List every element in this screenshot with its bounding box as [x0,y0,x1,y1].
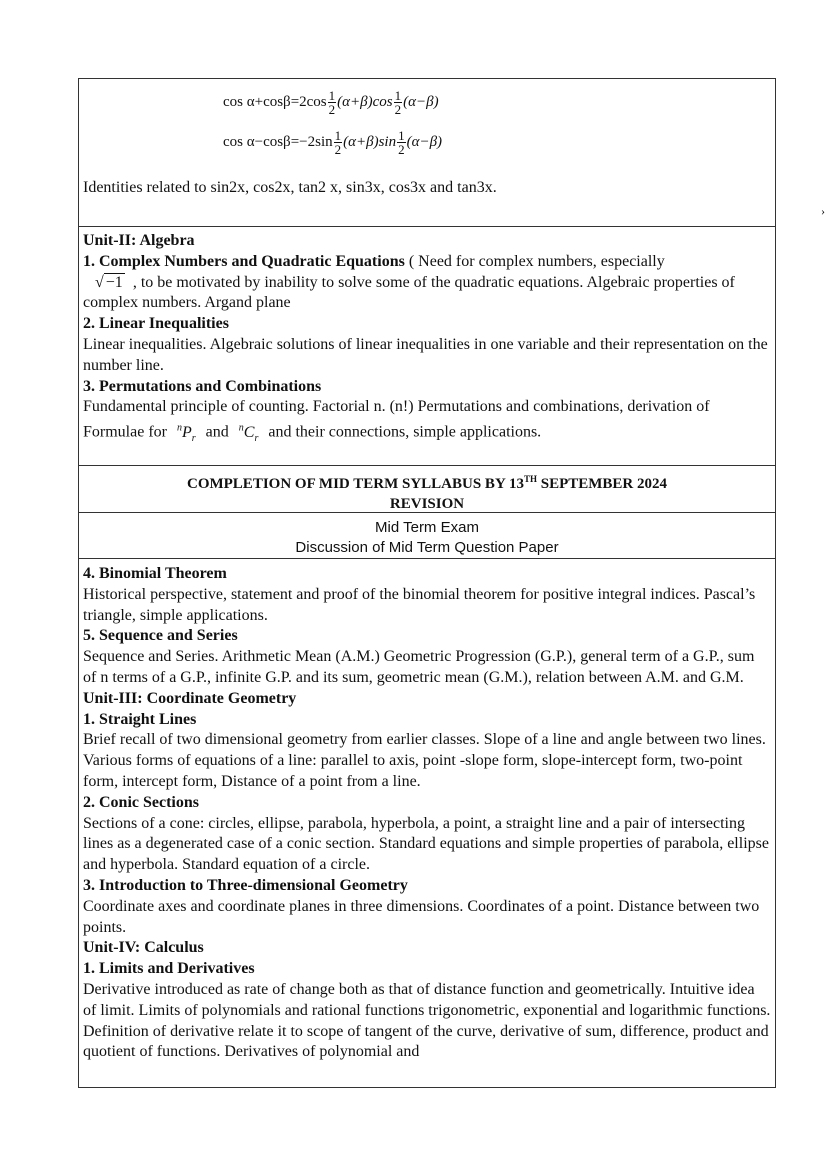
fraction-half: $\frac{1}{2}$ [398,128,405,157]
identities-text: Identities related to sin2x, cos2x, tan2 x, sin3x, cos3x and tan3x. [83,179,497,196]
section-title: 5. Sequence and Series [83,627,238,645]
identities-row [79,79,775,227]
section-text: Sections of a cone: circles, ellipse, parabola, hyperbola, a point, a straight line and a pair of intersecting lines as a degenerated case of a conic section. Standard equations and simple properties of parabola, ellipse and hyperbola. Standard equation of a circle. [83,814,769,874]
section-title: 3. Introduction to Three-dimensional Geometry [83,876,408,894]
margin-mark: › [821,204,825,218]
fraction-half: $\frac{1}{2}$ [394,88,402,117]
unit-heading: Unit-II: Algebra [83,232,195,249]
unit-2-algebra-row [79,227,775,466]
section-title: 3. Permutations and Combinations [83,377,322,395]
section-title: 2. Linear Inequalities [83,315,229,333]
revision-heading: REVISION [389,495,465,512]
permutations-text: Fundamental principle of counting. Factorial n. (n!) Permutations and combinations, derivation of Formulae for $^nP_r$ and $^nC_r$ and their connections, simple applications. [83,398,710,444]
section-title: 1. Limits and Derivatives [83,960,255,978]
complex-numbers-section: 1. Complex Numbers and Quadratic Equations ( Need for complex numbers, especially √ −1 , to be motivated by inability to solve some of the quadratic equations. Algebraic properties of complex numbers. Argand plane [83,252,735,312]
ncr-symbol: $^nC_r$ [238,422,259,444]
npr-symbol: $^nP_r$ [176,422,196,444]
section-text: Derivative introduced as rate of change both as that of distance function and geometrically. Intuitive idea of limit. Limits of polynomials and rational functions trigonometric, exponential and logarithmic functions. Definition of derivative relate it to scope of tangent of the curve, derivative of sum, difference, product and quotient of functions. Derivatives of polynomial and [83,980,771,1061]
section-title: 4. Binomial Theorem [83,565,227,582]
mid-term-exam-row [79,513,775,559]
section-text: Historical perspective, statement and proof of the binomial theorem for positive integral indices. Pascal’s triangle, simple applications. [83,585,756,624]
completion-heading: COMPLETION OF MID TERM SYLLABUS BY 13TH SEPTEMBER 2024 [186,474,668,492]
section-text: Sequence and Series. Arithmetic Mean (A.M.) Geometric Progression (G.P.), general term of a G.P., sum of n terms of a G.P., infinite G.P. and its sum, geometric mean (G.M.), relation between A.M. and G.M. [83,648,755,686]
fraction-half: $\frac{1}{2}$ [334,128,342,157]
section-title: 1. Straight Lines [83,710,197,728]
section-text: Brief recall of two dimensional geometry from earlier classes. Slope of a line and angle between two lines. Various forms of equations of a line: parallel to axis, point -slope form, slope-intercept form, two-point form, intercept form, Distance of a point from a line. [83,731,766,790]
fraction-half: $\frac{1}{2}$ [328,88,336,117]
discussion-title: Discussion of Mid Term Question Paper [295,538,559,556]
sum-to-product-cos-formula: cos α+cosβ=2cos $\frac{1}{2}$ (α+β)cos $\frac{1}{2}$ (α−β) [223,88,439,117]
post-midterm-content-row [79,559,775,1087]
syllabus-table [78,78,776,1088]
mid-term-exam-title: Mid Term Exam [375,519,479,536]
unit-heading: Unit-IV: Calculus [83,939,204,957]
completion-notice-row [79,466,775,513]
section-text: Linear inequalities. Algebraic solutions of linear inequalities in one variable and their representation on the number line. [83,335,768,374]
section-text: Coordinate axes and coordinate planes in three dimensions. Coordinates of a point. Distance between two points. [83,897,760,936]
unit-heading: Unit-III: Coordinate Geometry [83,689,297,707]
square-root-symbol: √ −1 [95,273,123,291]
difference-to-product-cos-formula: cos α−cosβ=−2sin $\frac{1}{2}$ (α+β)sin $\frac{1}{2}$ (α−β) [223,128,443,157]
section-title: 2. Conic Sections [83,793,199,811]
